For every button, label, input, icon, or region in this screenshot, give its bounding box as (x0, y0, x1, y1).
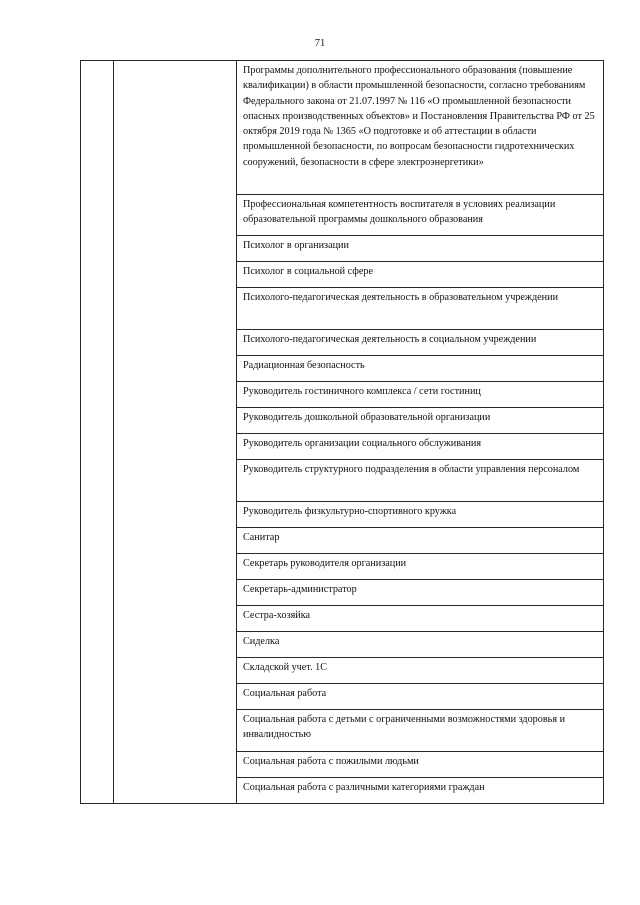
course-name-cell: Сестра-хозяйка (237, 606, 604, 632)
course-name-cell: Программы дополнительного профессионального образования (повышение квалификации) в области промышленной безопасности, согласно требованиям Федерального закона от 21.07.1997 № 116 «О промышленной безопасности опасных производственных объектов» и Постановления Правительства РФ от 25 октября 2019 года № 1365 «О подготовке и об аттестации в области промышленной безопасности, по вопросам безопасности гидротехнических сооружений, безопасности в сфере электроэнергетики» (237, 61, 604, 195)
course-name-cell: Психолого-педагогическая деятельность в образовательном учреждении (237, 288, 604, 330)
course-name-cell: Сиделка (237, 632, 604, 658)
course-name-cell: Радиационная безопасность (237, 356, 604, 382)
course-name-cell: Руководитель дошкольной образовательной организации (237, 408, 604, 434)
page-number: 71 (314, 38, 326, 49)
course-name-cell: Секретарь руководителя организации (237, 554, 604, 580)
course-name-cell: Санитар (237, 528, 604, 554)
course-name-cell: Социальная работа (237, 684, 604, 710)
course-name-cell: Руководитель организации социального обслуживания (237, 434, 604, 460)
course-name-cell: Психолог в организации (237, 236, 604, 262)
course-name-cell: Социальная работа с пожилыми людьми (237, 752, 604, 778)
course-name-cell: Руководитель физкультурно-спортивного кружка (237, 502, 604, 528)
number-cell (81, 61, 114, 804)
course-name-cell: Руководитель структурного подразделения в области управления персоналом (237, 460, 604, 502)
course-name-cell: Психолог в социальной сфере (237, 262, 604, 288)
course-name-cell: Складской учет. 1С (237, 658, 604, 684)
course-name-cell: Профессиональная компетентность воспитателя в условиях реализации образовательной программы дошкольного образования (237, 195, 604, 236)
course-name-cell: Секретарь-администратор (237, 580, 604, 606)
course-name-cell: Социальная работа с детьми с ограниченными возможностями здоровья и инвалидностью (237, 710, 604, 752)
course-name-cell: Социальная работа с различными категориями граждан (237, 778, 604, 804)
category-cell (114, 61, 237, 804)
course-name-cell: Руководитель гостиничного комплекса / сети гостиниц (237, 382, 604, 408)
table-row (81, 61, 604, 195)
course-table (80, 60, 604, 804)
course-name-cell: Психолого-педагогическая деятельность в социальном учреждении (237, 330, 604, 356)
